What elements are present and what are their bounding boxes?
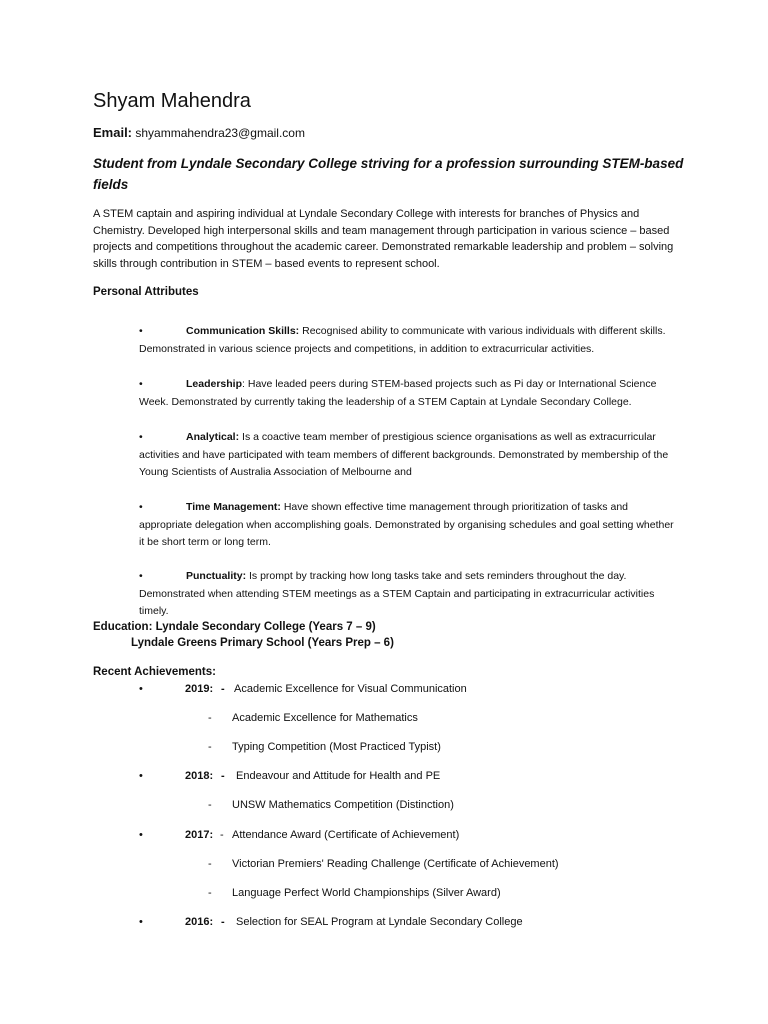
email-label: Email: xyxy=(93,125,133,140)
achievement-text: Language Perfect World Championships (Silver Award) xyxy=(232,887,501,899)
dash: - xyxy=(208,741,212,753)
bullet: • xyxy=(139,829,143,841)
bullet: • xyxy=(139,378,143,390)
achievement-text: Attendance Award (Certificate of Achievement) xyxy=(232,829,460,841)
personal-attributes-heading: Personal Attributes xyxy=(93,286,199,298)
email-value: shyammahendra23@gmail.com xyxy=(135,126,305,140)
bullet: • xyxy=(139,683,143,695)
dash: - xyxy=(208,799,212,811)
achievements-heading: Recent Achievements: xyxy=(93,666,216,678)
achievement-text: UNSW Mathematics Competition (Distinction) xyxy=(232,799,454,811)
summary-paragraph: A STEM captain and aspiring individual at Lyndale Secondary College with interests for branches of Physics and Chemistry. Developed high interpersonal skills and team management through participation in various science – based projects and competitions throughout the academic career. Demonstrated remarkable leadership and problem – solving skills through contribution in STEM – based events to represent school. xyxy=(93,208,674,270)
achievement-year: 2019: xyxy=(185,683,214,695)
achievement-text: Victorian Premiers' Reading Challenge (Certificate of Achievement) xyxy=(232,858,559,870)
attribute-time-management xyxy=(139,499,679,552)
achievement-dash: - xyxy=(221,683,225,695)
achievement-text: Selection for SEAL Program at Lyndale Secondary College xyxy=(236,916,523,928)
attribute-punctuality xyxy=(139,568,679,621)
bullet: • xyxy=(139,325,143,337)
attribute-text: Have shown effective time management through prioritization of tasks and appropriate delegation when accomplishing goals. Demonstrated by organising schedules and goal setting whether it be short term or long term. xyxy=(139,501,674,548)
achievement-text: Typing Competition (Most Practiced Typist) xyxy=(232,741,441,753)
attribute-leadership xyxy=(139,376,679,411)
attribute-text: Recognised ability to communicate with various individuals with different skills. Demonstrated in various science projects and competitions, in addition to extracurricular activities. xyxy=(139,325,666,355)
bullet: • xyxy=(139,770,143,782)
achievement-text: Academic Excellence for Mathematics xyxy=(232,712,418,724)
attribute-text: Is prompt by tracking how long tasks take and sets reminders throughout the day. Demonstrated when attending STEM meetings as a STEM Captain and participating in extracurricular activities timely. xyxy=(139,570,655,617)
education-line-2: Lyndale Greens Primary School (Years Prep – 6) xyxy=(131,637,394,649)
attribute-term: Communication Skills: xyxy=(186,325,300,337)
achievement-text: Academic Excellence for Visual Communication xyxy=(234,683,467,695)
attribute-term: Punctuality: xyxy=(186,570,247,582)
dash: - xyxy=(208,887,212,899)
attribute-term: Time Management: xyxy=(186,501,281,513)
bullet: • xyxy=(139,431,143,443)
dash: - xyxy=(208,712,212,724)
candidate-name: Shyam Mahendra xyxy=(93,90,251,112)
attribute-text: : Have leaded peers during STEM-based projects such as Pi day or International Science Week. Demonstrated by currently taking the leadership of a STEM Captain at Lyndale Secondary College. xyxy=(139,378,657,408)
bullet: • xyxy=(139,501,143,513)
achievement-year: 2016: xyxy=(185,916,214,928)
education-line-1: Education: Lyndale Secondary College (Years 7 – 9) xyxy=(93,621,376,633)
achievement-year: 2017: xyxy=(185,829,214,841)
achievement-text: Endeavour and Attitude for Health and PE xyxy=(236,770,441,782)
headline: Student from Lyndale Secondary College striving for a profession surrounding STEM-based fields xyxy=(93,156,684,192)
achievement-dash: - xyxy=(220,829,224,841)
email-line xyxy=(93,124,305,142)
bullet: • xyxy=(139,916,143,928)
achievement-dash: - xyxy=(221,770,225,782)
dash: - xyxy=(208,858,212,870)
attribute-term: Analytical: xyxy=(186,431,240,443)
attribute-communication xyxy=(139,323,679,358)
attribute-text: Is a coactive team member of prestigious science organisations as well as extracurricular activities and have participated with team members of different backgrounds. Demonstrated by membership of the Young Scientists of Australia Association of Melbourne and xyxy=(139,431,669,478)
attribute-term: Leadership xyxy=(186,378,243,390)
bullet: • xyxy=(139,570,143,582)
achievement-dash: - xyxy=(221,916,225,928)
attribute-analytical xyxy=(139,429,679,482)
achievement-year: 2018: xyxy=(185,770,214,782)
